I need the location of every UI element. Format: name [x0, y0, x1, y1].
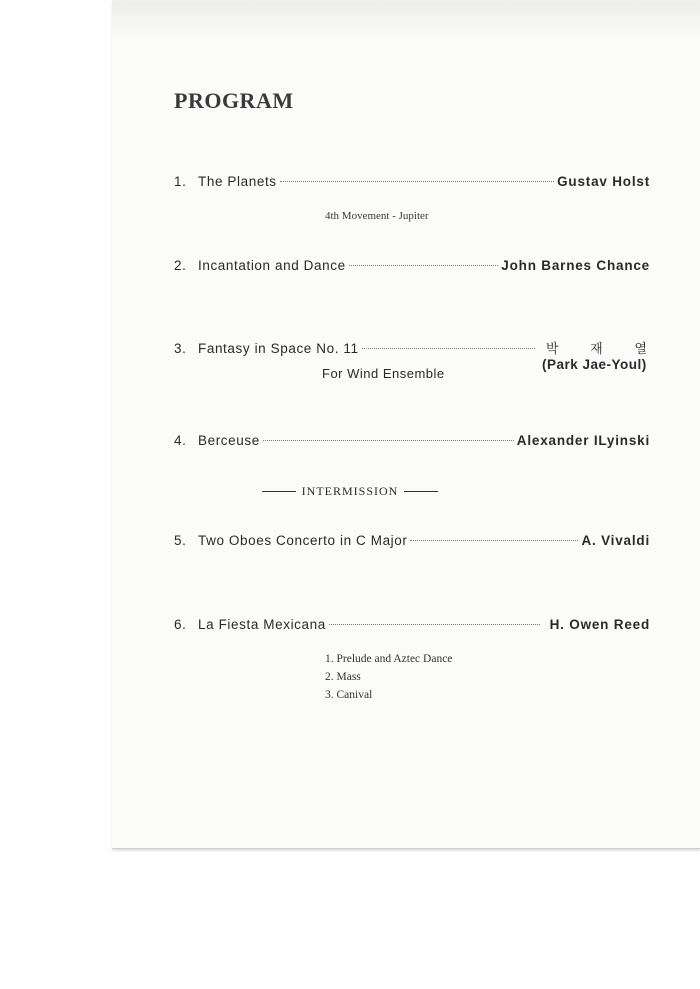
- program-page: [112, 2, 700, 849]
- composer-name-korean: 박 재 열: [546, 341, 661, 356]
- movement-list: [325, 650, 452, 704]
- leader-dots: [280, 181, 554, 182]
- program-item-1: [174, 174, 650, 189]
- movement-item: 1. Prelude and Aztec Dance: [325, 653, 453, 665]
- program-item-4: [174, 433, 650, 448]
- program-item-3: [174, 341, 538, 356]
- composer-name-romanized: (Park Jae-Youl): [542, 357, 647, 372]
- work-title: Two Oboes Concerto in C Major: [198, 533, 408, 548]
- work-subtitle: For Wind Ensemble: [322, 366, 445, 381]
- leader-dots: [362, 348, 535, 349]
- leader-dots: [263, 440, 514, 441]
- item-number: 3.: [174, 341, 187, 356]
- composer-name: A. Vivaldi: [581, 533, 650, 548]
- item-number: 5.: [174, 533, 187, 548]
- work-title: The Planets: [198, 174, 277, 189]
- movement-item: 2. Mass: [325, 671, 361, 683]
- work-title: Incantation and Dance: [198, 258, 346, 273]
- page-shadow: [112, 0, 700, 40]
- work-title: La Fiesta Mexicana: [198, 617, 326, 632]
- item-number: 1.: [174, 174, 187, 189]
- divider-line: [262, 491, 296, 492]
- movement-item: 3. Canival: [325, 689, 373, 701]
- leader-dots: [410, 540, 578, 541]
- composer-name: Gustav Holst: [557, 174, 650, 189]
- composer-name: John Barnes Chance: [501, 258, 650, 273]
- item-number: 4.: [174, 433, 187, 448]
- program-item-6: [174, 617, 650, 632]
- item-number: 6.: [174, 617, 187, 632]
- composer-name: H. Owen Reed: [549, 617, 650, 632]
- program-title: PROGRAM: [174, 88, 294, 113]
- program-item-5: [174, 533, 650, 548]
- program-item-2: [174, 258, 650, 273]
- leader-dots: [349, 265, 499, 266]
- work-title: Fantasy in Space No. 11: [198, 341, 359, 356]
- composer-name: Alexander ILyinski: [516, 433, 650, 448]
- work-title: Berceuse: [198, 433, 260, 448]
- divider-line: [404, 491, 438, 492]
- intermission-label: INTERMISSION: [301, 484, 399, 498]
- leader-dots: [329, 624, 540, 625]
- item-number: 2.: [174, 258, 187, 273]
- intermission-divider: [0, 484, 700, 499]
- work-subtitle: 4th Movement - Jupiter: [325, 210, 429, 222]
